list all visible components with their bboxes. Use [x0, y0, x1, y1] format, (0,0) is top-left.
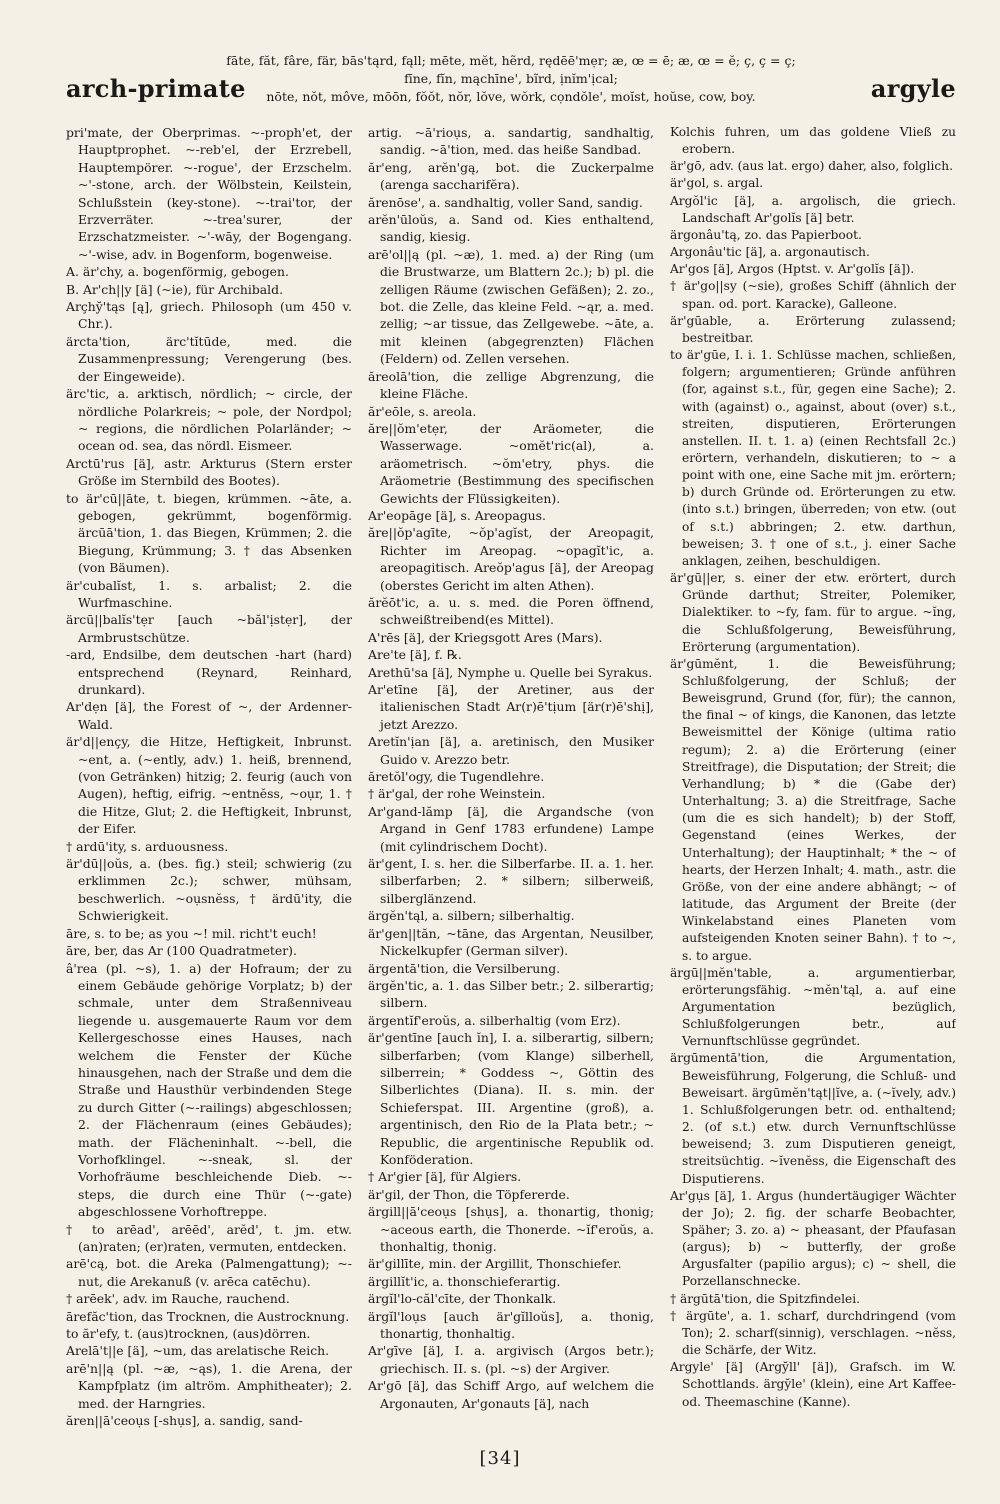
dictionary-entry: ärgill||ā'ceoụs [shụs], a. thonartig, thonig; ~aceous earth, die Thonerde. ~ĭf'eroŭs, a. thonhaltig, thonig. [368, 1204, 654, 1254]
dictionary-entry: ärcū||balĭs'tẹr [auch ~băl'ịstẹr], der Armbrustschütze. [66, 612, 352, 645]
dictionary-entry: är'gillīte, min. der Argillit, Thonschiefer. [368, 1256, 622, 1272]
dictionary-entry: Ar'gō [ä], das Schiff Argo, auf welchem die Argonauten, Ar'gonauts [ä], nach [368, 1378, 654, 1411]
dictionary-entry: to är'cū||āte, t. biegen, krümmen. ~āte, a. gebogen, gekrümmt, bogenförmig. ärcūā'tion, 1. das Biegen, Krümmen; 2. die Biegung, Krümmung; 3. † das Absenken (von Bäumen). [66, 490, 352, 576]
dictionary-column-1 [66, 124, 352, 1434]
dictionary-entry: āre, ber, das Ar (100 Quadratmeter). [66, 943, 297, 959]
dictionary-entry: Ar'gand-lămp [ä], die Argandsche (von Argand in Genf 1783 erfundene) Lampe (mit cylindrischem Docht). [368, 803, 654, 854]
dictionary-entry: † to arēad', arēēd', arĕd', t. jm. etw. (an)raten; (er)raten, vermuten, entdecken. [66, 1221, 352, 1254]
dictionary-entry: Arethū'sa [ä], Nymphe u. Quelle bei Syrakus. [368, 664, 653, 680]
dictionary-entry: to ăr'efy, t. (aus)trocknen, (aus)dörren. [66, 1326, 311, 1342]
dictionary-entry: ăre||ŏm'etẹr, der Aräometer, die Wasserwage. ~omĕt'ric(al), a. aräometrisch. ~ŏm'etry, phys. die Aräometrie (Bestimmung des specifischen Gewichts der Flüssigkeiten). [368, 420, 654, 506]
dictionary-entry: Arelā't||e [ä], ~um, das arelatische Reich. [66, 1343, 330, 1359]
dictionary-entry: A'rēs [ä], der Kriegsgott Ares (Mars). [368, 629, 603, 645]
dictionary-entry: Arctū'rus [ä], astr. Arkturus (Stern erster Größe im Sternbild des Bootes). [66, 455, 352, 489]
right-running-headword: argyle [870, 74, 956, 103]
dictionary-entry: ärgĕn'tąl, a. silbern; silberhaltig. [368, 908, 575, 924]
dictionary-entry: ärgentā'tion, die Versilberung. [368, 960, 561, 976]
dictionary-entry: A. är'chy, a. bogenförmig, gebogen. [66, 264, 289, 280]
dictionary-entry: † arēek', adv. im Rauche, rauchend. [66, 1291, 290, 1307]
dictionary-entry: ăren||ā'ceoụs [-shụs], a. sandig, sand- [66, 1413, 303, 1429]
dictionary-entry: Argonâu'tic [ä], a. argonautisch. [670, 245, 870, 260]
dictionary-entry: arĕn'ūloŭs, a. Sand od. Kies enthaltend, sandig, kiesig. [368, 212, 654, 245]
dictionary-entry: Ar'gụs [ä], 1. Argus (hundertäugiger Wächter der Jo); 2. fig. der scharfe Beobachter, Späher; 3. zo. a) ~ pheasant, der Pfaufasan (argus); b) ~ butterfly, der große Argusfalter (papilio argus); c) ~ shell, die Porzellanschnecke. [670, 1188, 956, 1289]
dictionary-entry: Are'te [ä], f. ℞. [368, 647, 462, 663]
dictionary-entry: är'gentīne [auch ĭn], I. a. silberartig, silbern; silberfarben; (vom Klange) silberhell, silberrein; * Goddess ~, Göttin des Silberlichtes (Diana). II. s. min. der Schieferspat. III. Argentine (groß), a. argentinisch, den Rio de la Plata betr.; ~ Republic, die argentinische Republik od. Konföderation. [368, 1030, 654, 1167]
dictionary-entry: arē'n||ą (pl. ~æ, ~ąs), 1. die Arena, der Kampfplatz (im altröm. Amphitheater); 2. med. der Harngries. [66, 1360, 352, 1411]
pronunciation-key-line: fāte, făt, fâre, fär, bās'tąrd, fąll; mēte, mĕt, hẽrd, rędēē'mẹr; æ, œ = ē; æ, œ = ĕ; ç, ç = ç; [226, 53, 796, 68]
dictionary-entry: ăr'eng, arĕn'gą, bot. die Zuckerpalme (arenga saccharifĕra). [368, 159, 654, 193]
dictionary-entry: är'gent, I. s. her. die Silberfarbe. II. a. 1. her. silberfarben; 2. * silbern; silberweiß, silberglänzend. [368, 856, 654, 906]
dictionary-entry: ărenōse', a. sandhaltig, voller Sand, sandig. [368, 194, 643, 210]
dictionary-entry: Argyle' [ä] (Argy̆ll' [ä]), Grafsch. im W. Schottlands. ärgy̆le' (klein), eine Art Kaffee- od. Theemaschine (Kanne). [670, 1360, 956, 1409]
dictionary-entry: artig. ~ā'rioụs, a. sandartig, sandhaltig, sandig. ~ā'tion, med. das heiße Sandbad. [368, 125, 654, 158]
dictionary-entry: arē'ol||ą (pl. ~æ), 1. med. a) der Ring (um die Brustwarze, um Blattern 2c.); b) pl. die zelligen Räume (zwischen Gefäßen); 2. zo., bot. die Zelle, das kleine Feld. ~ąr, a. med. zellig; ~ar tissue, das Zellgewebe. ~āte, a. mit kleinen (abgegrenzten) Flächen (Feldern) od. Zellen versehen. [368, 246, 654, 367]
page-header [66, 52, 956, 108]
dictionary-entry: Ar'dẹn [ä], the Forest of ~, der Ardenner-Wald. [66, 699, 352, 732]
dictionary-entry: † ärgūtā'tion, die Spitzfindelei. [670, 1291, 860, 1306]
dictionary-entry: är'gō, adv. (aus lat. ergo) daher, also, folglich. [670, 159, 953, 174]
dictionary-entry: Aretĭn'ịan [ä], a. aretinisch, den Musiker Guido v. Arezzo betr. [368, 734, 654, 767]
dictionary-entry: † är'gal, der rohe Weinstein. [368, 786, 546, 802]
dictionary-entry: ărĕōt'ic, a. u. s. med. die Poren öffnend, schweißtreibend(es Mittel). [368, 594, 654, 628]
dictionary-entry: är'gil, der Thon, die Töpfererde. [368, 1186, 570, 1202]
dictionary-entry: -ard, Endsilbe, dem deutschen -hart (hard) entsprechend (Reynard, Reinhard, drunkard). [66, 647, 352, 697]
dictionary-entry: Arçhy̆'tąs [ą], griech. Philosoph (um 450 v. Chr.). [66, 299, 352, 332]
dictionary-columns [66, 124, 956, 1434]
dictionary-entry: to är'gūe, I. i. 1. Schlüsse machen, schließen, folgern; argumentieren; Gründe anführen (for, against s.t., für, gegen eine Sache); 2. with (against) o., against, about (over) s.t., streiten, disputieren, Erörterungen anstellen. II. t. 1. a) (einen Rechtsfall 2c.) erörtern, verhandeln, diskutieren; to ~ a point with one, eine Sache mit jm. erörtern; b) durch Gründe od. Erörterungen zu etw. (into s.t.) bringen, überreden; von etw. (out of s.t.) abbringen; 2. etw. darthun, beweisen; 3. † one of s.t., j. einer Sache anklagen, zeihen, beschuldigen. [670, 348, 956, 568]
dictionary-entry: ärgĭl'loụs [auch är'gĭlloŭs], a. thonig, thonartig, thonhaltig. [368, 1308, 654, 1342]
dictionary-entry: ärgonâu'tą, zo. das Papierboot. [670, 227, 862, 242]
dictionary-column-2 [368, 124, 654, 1434]
dictionary-entry: ärgĕn'tic, a. 1. das Silber betr.; 2. silberartig; silbern. [368, 977, 654, 1011]
dictionary-entry: † är'go||sy (~sie), großes Schiff (ähnlich der span. od. port. Karacke), Galleone. [670, 279, 956, 311]
dictionary-entry: är'gūable, a. Erörterung zulassend; bestreitbar. [670, 313, 956, 345]
dictionary-column-3 [670, 124, 956, 1434]
dictionary-entry: ärgū||mĕn'table, a. argumentierbar, erörterungsfähig. ~mĕn'tąl, a. auf eine Argumentation bezüglich, Schlußfolgerungen betr., auf Vernunftschlüsse gegründet. [670, 965, 956, 1049]
dictionary-entry: ärgĭl'lo-căl'cīte, der Thonkalk. [368, 1291, 557, 1307]
dictionary-entry: ăre||ŏp'agīte, ~ŏp'agĭst, der Areopagit, Richter im Areopag. ~opagĭt'ic, a. areopagitisch. Areŏp'agus [ä], der Areopag (oberstes Gericht im alten Athen). [368, 525, 654, 593]
page-number: [34] [479, 1448, 521, 1469]
dictionary-entry: â'rea (pl. ~s), 1. a) der Hofraum; der zu einem Gebäude gehörige Vorplatz; b) der schmale, unter dem Straßenniveau liegende u. ausgemauerte Raum vor dem Kellergeschosse eines Hauses, nach welchem die Fenster der Küche hinausgehen, nach der Straße und dem die Straße und Hausthür verbindenden Stege zu durch Gitter (~-railings) abgeschlossen; 2. der Flächenraum (eines Gebäudes); math. der Flächeninhalt. ~-bell, die Vorhofklingel. ~-sneak, sl. der Vorhofräume beschleichende Dieb. ~-steps, die durch eine Thür (~-gate) abgeschlossene Vorhoftreppe. [66, 960, 352, 1220]
dictionary-entry: † Ar'gier [ä], für Algiers. [368, 1169, 522, 1185]
dictionary-entry: ăr'eōle, s. areola. [368, 403, 477, 419]
pronunciation-key [216, 52, 806, 106]
dictionary-entry: ārefăc'tion, das Trocknen, die Austrocknung. [66, 1308, 350, 1324]
dictionary-entry: ärgūmentā'tion, die Argumentation, Beweisführung, Folgerung, die Schluß- und Beweisart. ärgūmĕn'tąt||ĭve, a. (~ĭvely, adv.) 1. Schlußfolgerungen betr. od. enthaltend; 2. (of s.t.) etw. durch Vernunftschlüsse beweisend; 3. zum Disputieren geneigt, streitsüchtig. ~ĭvenĕss, die Eigenschaft des Disputierens. [670, 1051, 956, 1186]
dictionary-entry: Ar'eopāge [ä], s. Areopagus. [368, 507, 546, 523]
dictionary-entry: Ar'gīve [ä], I. a. argivisch (Argos betr.); griechisch. II. s. (pl. ~s) der Argiver. [368, 1343, 654, 1376]
dictionary-entry: ärgentĭf'eroŭs, a. silberhaltig (vom Erz). [368, 1012, 621, 1028]
dictionary-entry: arē'cą, bot. die Areka (Palmengattung); ~-nut, die Arekanuß (v. arēca catēchu). [66, 1256, 352, 1289]
dictionary-entry: B. Ar'ch||y [ä] (~ie), für Archibald. [66, 281, 284, 297]
dictionary-entry: pri'mate, der Oberprimas. ~-proph'et, der Hauptprophet. ~-reb'el, der Erzrebell, Hauptempörer. ~-rogue', der Erzschelm. ~'-stone, arch. der Wölbstein, Keilstein, Schlußstein (key-stone). ~-trai'tor, der Erzverräter. ~-trea'surer, der Erzschatzmeister. ~'-wāy, der Bogengang. ~'-wise, adv. in Bogenform, bogenweise. [66, 125, 352, 262]
dictionary-entry: är'gū||er, s. einer der etw. erörtert, durch Gründe darthut; Streiter, Polemiker, Dialektiker. to ~fy, fam. für to argue. ~ĭng, die Schlußfolgerung, Beweisführung, Erörterung (argumentation). [670, 571, 956, 654]
dictionary-entry: är'gen||tăn, ~tāne, das Argentan, Neusilber, Nickelkupfer (German silver). [368, 925, 654, 959]
dictionary-entry: är'gol, s. argal. [670, 176, 764, 191]
dictionary-entry: Argŏl'ic [ä], a. argolisch, die griech. Landschaft Ar'golĭs [ä] betr. [670, 193, 956, 225]
dictionary-entry: är'dū||oŭs, a. (bes. fig.) steil; schwierig (zu erklimmen 2c.); schwer, mühsam, beschwerlich. ~oụsnĕss, † ärdū'ity, die Schwierigkeit. [66, 856, 352, 924]
left-running-headword: arch-primate [66, 74, 246, 103]
dictionary-entry: är'cubalĭst, 1. s. arbalist; 2. die Wurfmaschine. [66, 577, 352, 610]
dictionary-entry: är'gūmĕnt, 1. die Beweisführung; Schlußfolgerung, der Schluß; der Beweisgrund, Grund (for, für); the cannon, the final ~ of kings, die Kanonen, das letzte Beweismittel der Könige (ultima ratio regum); 2. a) die Erörterung (einer Streitfrage), die Disputation; der Streit; die Verhandlung; b) * die (Gabe der) Unterhaltung; 3. a) die Streitfrage, Sache (um die es sich handelt); b) der Stoff, Gegenstand (eines Werkes, der Unterhaltung); der Hauptinhalt; * the ~ of hearts, der Herzen Inhalt; 4. math., astr. die Größe, von der eine andere abhängt; ~ of latitude, das Argument der Breite (der Winkelabstand eines Planeten vom aufsteigenden Knoten seiner Bahn). † to ~, s. to argue. [670, 656, 956, 963]
pronunciation-key-line: nōte, nŏt, môve, mōōn, fŏŏt, nŏr, lŏve, wŏrk, cọndŏle', moĭst, hoŭse, cow, boy. [266, 89, 756, 104]
dictionary-entry: ăreolā'tion, die zellige Abgrenzung, die kleine Fläche. [368, 368, 654, 402]
dictionary-entry: ärgillĭt'ic, a. thonschieferartig. [368, 1273, 561, 1289]
dictionary-entry: Kolchis fuhren, um das goldene Vließ zu erobern. [670, 125, 956, 157]
dictionary-entry: Ar'gos [ä], Argos (Hptst. v. Ar'golĭs [ä]). [670, 262, 915, 277]
dictionary-entry: ăretŏl'ogy, die Tugendlehre. [368, 769, 545, 785]
dictionary-entry: † ardū'ity, s. arduousness. [66, 838, 229, 854]
dictionary-entry: Ar'etīne [ä], der Aretiner, aus der italienischen Stadt Ar(r)ē'tịum [är(r)ē'shị], jetzt Arezzo. [368, 682, 654, 732]
dictionary-entry: ärc'tic, a. arktisch, nördlich; ~ circle, der nördliche Polarkreis; ~ pole, der Nordpol; ~ regions, die nördlichen Polarländer; ~ ocean od. sea, das nördl. Eismeer. [66, 386, 352, 454]
dictionary-entry: ärcta'tion, ärc'tĭtūde, med. die Zusammenpressung; Verengerung (bes. der Eingeweide). [66, 333, 352, 384]
dictionary-entry: är'd||ençy, die Hitze, Heftigkeit, Inbrunst. ~ent, a. (~ently, adv.) 1. heiß, brennend, (von Getränken) hitzig; 2. feurig (auch von Augen), heftig, eifrig. ~entnĕss, ~oụr, 1. † die Hitze, Glut; 2. die Heftigkeit, Inbrunst, der Eifer. [66, 734, 352, 837]
dictionary-entry: āre, s. to be; as you ~! mil. richt't euch! [66, 925, 317, 941]
pronunciation-key-line: fīne, fĭn, mąchīne', bĩrd, ịnĭm'ịcal; [404, 71, 618, 86]
dictionary-entry: † ärgūte', a. 1. scharf, durchdringend (vom Ton); 2. scharf(sinnig), verschlagen. ~nĕss, die Schärfe, der Witz. [670, 1308, 956, 1358]
